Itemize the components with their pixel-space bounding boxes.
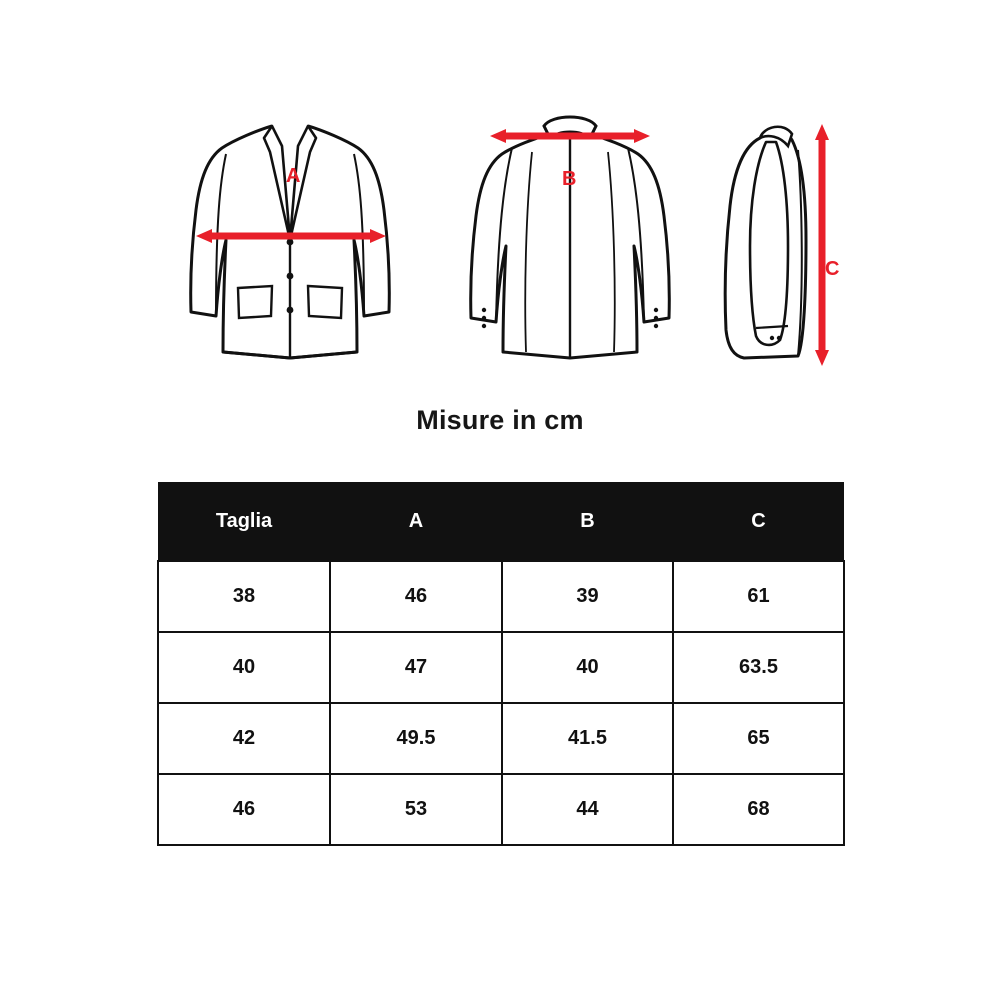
cell-b: 39 xyxy=(502,561,673,632)
table-header-row xyxy=(158,482,844,561)
column-header-c: C xyxy=(673,482,844,561)
cell-a: 53 xyxy=(330,774,502,845)
jacket-front-illustration xyxy=(160,90,420,380)
column-header-taglia: Taglia xyxy=(158,482,330,561)
table-row xyxy=(158,774,844,845)
cell-c: 65 xyxy=(673,703,844,774)
cell-size: 38 xyxy=(158,561,330,632)
measure-label-b: B xyxy=(562,168,577,190)
measure-line-c xyxy=(815,124,829,366)
column-header-b: B xyxy=(502,482,673,561)
cell-a: 47 xyxy=(330,632,502,703)
cell-size: 46 xyxy=(158,774,330,845)
cell-c: 61 xyxy=(673,561,844,632)
jacket-side-view xyxy=(700,90,880,380)
table-row xyxy=(158,632,844,703)
measure-label-c: C xyxy=(825,258,840,280)
cell-size: 40 xyxy=(158,632,330,703)
jacket-back-view xyxy=(440,90,700,380)
size-table xyxy=(157,482,845,846)
cell-size: 42 xyxy=(158,703,330,774)
cell-c: 68 xyxy=(673,774,844,845)
cell-b: 44 xyxy=(502,774,673,845)
cell-b: 41.5 xyxy=(502,703,673,774)
figure-row xyxy=(0,90,1000,390)
measure-label-a: A xyxy=(286,165,301,187)
cell-a: 49.5 xyxy=(330,703,502,774)
cell-a: 46 xyxy=(330,561,502,632)
column-header-a: A xyxy=(330,482,502,561)
cell-b: 40 xyxy=(502,632,673,703)
jacket-front-view xyxy=(160,90,420,380)
table-row xyxy=(158,561,844,632)
units-caption: Misure in cm xyxy=(416,405,584,435)
table-row xyxy=(158,703,844,774)
jacket-side-illustration xyxy=(700,90,880,380)
jacket-back-illustration xyxy=(440,90,700,380)
cell-c: 63.5 xyxy=(673,632,844,703)
